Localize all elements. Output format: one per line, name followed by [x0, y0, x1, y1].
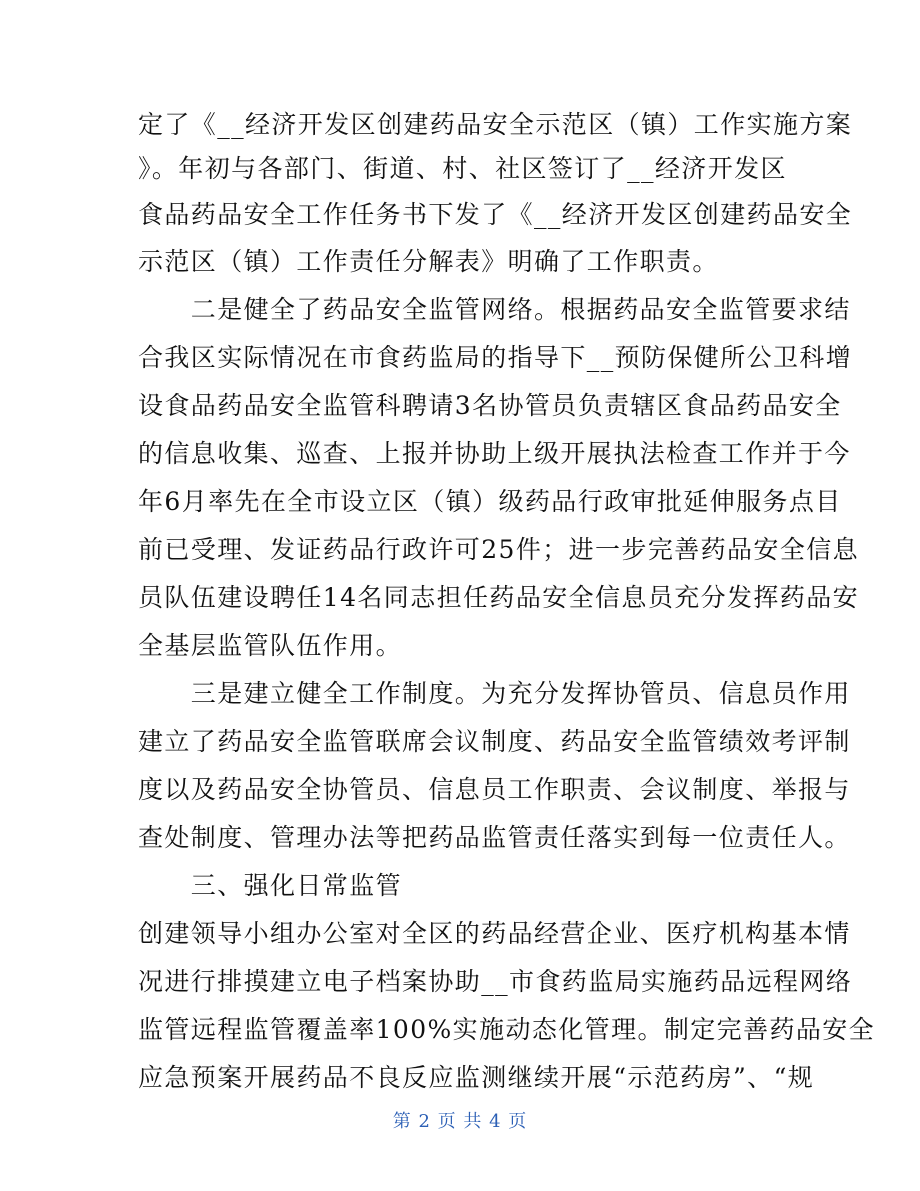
text-line: 况进行排摸建立电子档案协助__市食药监局实施药品远程网络	[138, 967, 853, 996]
text-line: 建立了药品安全监管联席会议制度、药品安全监管绩效考评制	[138, 727, 851, 756]
text-line: 年6月率先在全市设立区（镇）级药品行政审批延伸服务点目	[138, 487, 842, 516]
text-line: 创建领导小组办公室对全区的药品经营企业、医疗机构基本情	[138, 919, 851, 948]
page-number-footer: 第 2 页 共 4 页	[392, 1111, 528, 1132]
text-line: 定了《__经济开发区创建药品安全示范区（镇）工作实施方案	[138, 110, 853, 139]
text-line: 示范区（镇）工作责任分解表》明确了工作职责。	[138, 247, 719, 276]
text-line: 设食品药品安全监管科聘请3名协管员负责辖区食品药品安全	[138, 391, 842, 420]
section-heading: 三、强化日常监管	[138, 871, 403, 900]
text-line: 员队伍建设聘任14名同志担任药品安全信息员充分发挥药品安	[138, 583, 860, 612]
text-line: 》。年初与各部门、街道、村、社区签订了__经济开发区	[138, 154, 787, 183]
text-line: 三是建立健全工作制度。为充分发挥协管员、信息员作用	[138, 679, 851, 708]
text-line: 查处制度、管理办法等把药品监管责任落实到每一位责任人。	[138, 823, 851, 852]
text-line: 前已受理、发证药品行政许可25件；进一步完善药品安全信息	[138, 535, 860, 564]
text-line: 食品药品安全工作任务书下发了《__经济开发区创建药品安全	[138, 200, 853, 229]
text-line: 监管远程监管覆盖率100%实施动态化管理。制定完善药品安全	[138, 1015, 876, 1044]
text-line: 全基层监管队伍作用。	[138, 631, 403, 660]
text-line: 合我区实际情况在市食药监局的指导下__预防保健所公卫科增	[138, 343, 853, 372]
text-line: 的信息收集、巡查、上报并协助上级开展执法检查工作并于今	[138, 439, 851, 468]
text-line: 二是健全了药品安全监管网络。根据药品安全监管要求结	[138, 295, 851, 324]
text-line: 应急预案开展药品不良反应监测继续开展“示范药房”、“规	[138, 1063, 815, 1092]
text-line: 度以及药品安全协管员、信息员工作职责、会议制度、举报与	[138, 775, 851, 804]
